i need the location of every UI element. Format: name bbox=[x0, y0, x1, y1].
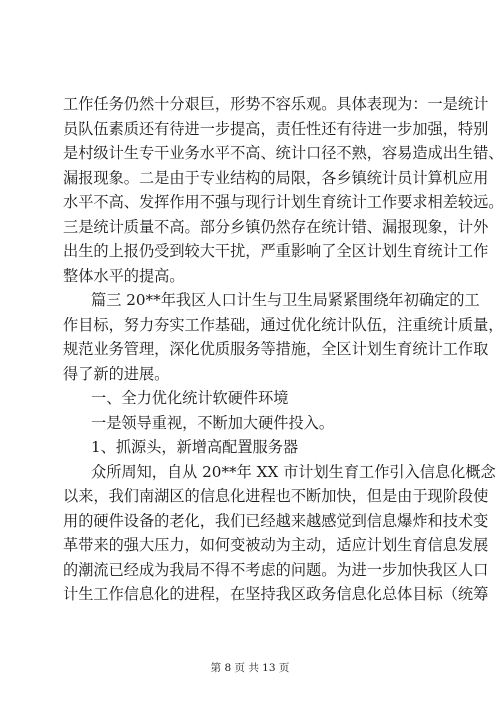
text-line: 三是统计质量不高。部分乡镇仍然存在统计错、漏报现象，计外 bbox=[63, 217, 489, 236]
subsection-heading: 1、抓源头，新增高配置服务器 bbox=[91, 438, 299, 456]
document-body bbox=[63, 92, 503, 607]
text-line: 员队伍素质还有待进一步提高，责任性还有待进一步加强，特别 bbox=[63, 119, 489, 138]
text-line: 的潮流已经成为我局不得不考虑的问题。为进一步加快我区人口 bbox=[63, 560, 489, 579]
text-line: 漏报现象。二是由于专业结构的局限，各乡镇统计员计算机应用 bbox=[63, 168, 489, 187]
text-line: 一是领导重视，不断加大硬件投入。 bbox=[91, 413, 334, 432]
section-heading: 一、全力优化统计软硬件环境 bbox=[91, 389, 289, 407]
text-line: 是村级计生专干业务水平不高、统计口径不熟，容易造成出生错、 bbox=[63, 144, 503, 162]
text-line: 革带来的强大压力，如何变被动为主动，适应计划生育信息发展 bbox=[63, 536, 489, 554]
text-line: 篇三 20**年我区人口计生与卫生局紧紧围绕年初确定的工 bbox=[91, 291, 480, 309]
text-line: 工作任务仍然十分艰巨，形势不容乐观。具体表现为：一是统计 bbox=[63, 95, 489, 113]
text-line: 出生的上报仍受到较大干扰，严重影响了全区计划生育统计工作 bbox=[63, 242, 489, 260]
text-line: 计生工作信息化的进程，在坚持我区政务信息化总体目标（统筹 bbox=[63, 585, 489, 603]
page-footer: 第 8 页 共 13 页 bbox=[210, 662, 290, 674]
text-line: 规范业务管理，深化优质服务等措施，全区计划生育统计工作取 bbox=[63, 340, 489, 358]
text-line: 以来，我们南湖区的信息化进程也不断加快，但是由于现阶段使 bbox=[63, 487, 489, 505]
text-line: 得了新的进展。 bbox=[63, 364, 170, 383]
text-line: 作目标，努力夯实工作基础，通过优化统计队伍，注重统计质量， bbox=[63, 315, 503, 334]
text-line: 整体水平的提高。 bbox=[63, 266, 185, 285]
text-line: 众所周知，自从 20**年 XX 市计划生育工作引入信息化概念 bbox=[91, 462, 496, 481]
text-line: 用的硬件设备的老化，我们已经越来越感觉到信息爆炸和技术变 bbox=[63, 511, 489, 530]
text-line: 水平不高、发挥作用不强与现行计划生育统计工作要求相差较远。 bbox=[63, 193, 503, 211]
